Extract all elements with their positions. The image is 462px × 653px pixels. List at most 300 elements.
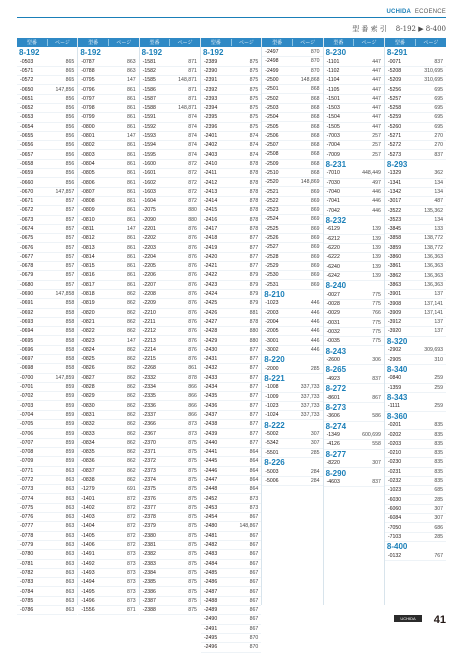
index-row bbox=[262, 113, 322, 122]
model-number: -1111 bbox=[387, 403, 400, 410]
model-number: -0690 bbox=[20, 291, 34, 298]
index-row bbox=[17, 541, 77, 550]
page-reference: 863 bbox=[126, 58, 136, 65]
model-number: -0788 bbox=[81, 67, 95, 74]
model-number: -2411 bbox=[203, 170, 217, 177]
page-reference: 866 bbox=[188, 384, 197, 391]
page-reference: 856 bbox=[65, 179, 75, 186]
index-row bbox=[324, 132, 384, 141]
model-number: -1404 bbox=[81, 523, 95, 530]
group-label: 8-192 bbox=[19, 48, 40, 58]
index-row bbox=[78, 457, 138, 466]
page-reference: 872 bbox=[188, 170, 197, 177]
index-row bbox=[78, 401, 138, 410]
index-row bbox=[262, 132, 322, 141]
index-row bbox=[140, 253, 200, 262]
group-label: 8-210 bbox=[264, 289, 285, 299]
model-number: -2428 bbox=[203, 328, 218, 335]
model-number: -6222 bbox=[326, 254, 340, 261]
index-row bbox=[78, 327, 138, 336]
model-number: -2203 bbox=[142, 244, 156, 251]
page-reference: 872 bbox=[126, 504, 136, 511]
page-reference: 874 bbox=[188, 142, 197, 149]
model-number: -1023 bbox=[387, 487, 402, 494]
index-row bbox=[262, 57, 322, 66]
index-row bbox=[201, 411, 261, 420]
page-reference: 447 bbox=[372, 67, 381, 74]
index-row bbox=[17, 123, 77, 132]
model-number: -0697 bbox=[20, 356, 34, 363]
model-number: -1501 bbox=[326, 95, 340, 102]
index-row bbox=[201, 327, 261, 336]
page-reference: 775 bbox=[372, 338, 381, 345]
model-number: -2211 bbox=[142, 318, 156, 325]
index-row bbox=[385, 58, 446, 67]
index-row bbox=[262, 393, 322, 402]
index-row bbox=[140, 327, 200, 336]
index-row bbox=[140, 160, 200, 169]
model-number: -2401 bbox=[203, 133, 218, 140]
model-number: -0031 bbox=[326, 319, 340, 326]
model-number: -2335 bbox=[142, 393, 156, 400]
model-number: -1585 bbox=[142, 77, 156, 84]
page-reference: 863 bbox=[65, 486, 75, 493]
index-row bbox=[78, 160, 138, 169]
model-number: -2393 bbox=[203, 95, 218, 102]
page-reference: 878 bbox=[249, 160, 259, 167]
page-reference: 874 bbox=[188, 133, 197, 140]
page-reference: 873 bbox=[126, 579, 136, 586]
page-reference: 856 bbox=[65, 170, 75, 177]
index-row bbox=[201, 290, 261, 299]
model-number: -0807 bbox=[81, 188, 95, 195]
index-row bbox=[17, 587, 77, 596]
index-row bbox=[78, 113, 138, 122]
model-number: -2000 bbox=[265, 365, 279, 372]
index-row bbox=[385, 244, 446, 253]
page-reference: 835 bbox=[434, 431, 444, 438]
index-row bbox=[140, 243, 200, 252]
page-reference: 876 bbox=[188, 346, 197, 353]
model-number: -2378 bbox=[142, 514, 156, 521]
index-row bbox=[140, 587, 200, 596]
page-reference: 873 bbox=[188, 430, 197, 437]
page-reference: 876 bbox=[188, 309, 197, 316]
group-label: 8-277 bbox=[325, 449, 347, 459]
page-reference: 871 bbox=[188, 58, 197, 65]
model-number: -2412 bbox=[203, 179, 218, 186]
group-label: 8-400 bbox=[386, 542, 408, 552]
index-row bbox=[78, 178, 138, 187]
group-label: 8-240 bbox=[325, 281, 347, 291]
index-row bbox=[324, 309, 384, 318]
model-number: -0809 bbox=[81, 207, 95, 214]
index-row bbox=[17, 476, 77, 485]
group-label: 8-360 bbox=[386, 411, 408, 421]
page-reference: 447 bbox=[372, 58, 381, 65]
index-row bbox=[140, 532, 200, 541]
model-number: -0832 bbox=[81, 421, 95, 428]
model-number: -3017 bbox=[387, 198, 402, 205]
index-row bbox=[78, 336, 138, 345]
model-number: -2212 bbox=[142, 328, 156, 335]
group-label: 8-340 bbox=[386, 364, 408, 374]
model-number: -6242 bbox=[326, 272, 340, 279]
page-reference: 863 bbox=[65, 495, 75, 502]
model-number: -0801 bbox=[81, 133, 95, 140]
page-reference: 147,859 bbox=[55, 374, 75, 381]
index-row bbox=[78, 188, 138, 197]
index-row bbox=[324, 206, 384, 215]
model-number: -2529 bbox=[265, 262, 279, 269]
header-rule bbox=[17, 17, 446, 18]
model-number: -5273 bbox=[387, 151, 402, 158]
model-number: -0815 bbox=[81, 263, 95, 270]
model-number: -1581 bbox=[142, 58, 156, 65]
page-reference: 586 bbox=[372, 413, 381, 420]
model-number: -1495 bbox=[81, 588, 95, 595]
model-number: -2453 bbox=[203, 504, 218, 511]
model-number: -0814 bbox=[81, 253, 95, 260]
page-reference: 862 bbox=[126, 374, 136, 381]
index-row bbox=[78, 281, 138, 290]
index-row bbox=[201, 643, 261, 652]
index-row bbox=[17, 281, 77, 290]
page-reference: 869 bbox=[310, 281, 320, 288]
index-row bbox=[78, 420, 138, 429]
page-reference: 875 bbox=[249, 58, 259, 65]
index-row bbox=[385, 132, 446, 141]
index-row bbox=[78, 95, 138, 104]
model-number: -0671 bbox=[20, 198, 34, 205]
model-number: -0798 bbox=[81, 105, 95, 112]
model-number: -0202 bbox=[387, 431, 402, 438]
index-row bbox=[201, 271, 261, 280]
model-number: -0695 bbox=[20, 337, 34, 344]
model-number: -0823 bbox=[81, 337, 95, 344]
index-row bbox=[140, 513, 200, 522]
page-reference: 869 bbox=[310, 225, 320, 232]
group-heading bbox=[385, 160, 446, 170]
page-reference: 869 bbox=[310, 188, 320, 195]
model-number: -2420 bbox=[203, 253, 218, 260]
page-reference: 148,868 bbox=[300, 77, 320, 84]
page-reference: 446 bbox=[372, 207, 381, 214]
model-number: -1591 bbox=[142, 114, 156, 121]
page-reference: 876 bbox=[188, 337, 197, 344]
index-row bbox=[201, 253, 261, 262]
index-row bbox=[78, 578, 138, 587]
page-reference: 863 bbox=[65, 477, 75, 483]
index-row bbox=[201, 420, 261, 429]
group-label: 8-265 bbox=[325, 365, 347, 375]
index-row bbox=[385, 197, 446, 206]
page-reference: 767 bbox=[434, 552, 444, 559]
page-reference: 875 bbox=[188, 486, 197, 493]
model-number: -0700 bbox=[20, 374, 34, 381]
model-number: -2438 bbox=[203, 421, 218, 428]
index-row bbox=[385, 468, 446, 477]
group-label: 8-192 bbox=[141, 48, 163, 58]
page-reference: 873 bbox=[126, 551, 136, 558]
model-number: -1101 bbox=[326, 58, 340, 65]
page-reference: 857 bbox=[65, 253, 75, 260]
index-row bbox=[140, 290, 200, 299]
index-row bbox=[78, 216, 138, 225]
model-number: -1341 bbox=[387, 179, 402, 186]
index-row bbox=[385, 95, 446, 104]
index-title-text: 型 番 索 引 bbox=[352, 25, 387, 33]
model-number: -2417 bbox=[203, 225, 218, 232]
page-reference: 837 bbox=[434, 58, 444, 65]
model-number: -2484 bbox=[203, 560, 218, 567]
model-number: -2388 bbox=[142, 607, 156, 614]
page-reference: 862 bbox=[126, 411, 136, 418]
page-reference: 878 bbox=[188, 374, 197, 381]
index-row bbox=[201, 104, 261, 113]
model-number: -0692 bbox=[20, 309, 34, 316]
model-number: -3901 bbox=[387, 291, 402, 298]
page-reference: 877 bbox=[249, 402, 259, 409]
page-reference: 871 bbox=[188, 67, 197, 74]
model-number: -0796 bbox=[81, 86, 95, 93]
page-reference: 872 bbox=[126, 514, 136, 521]
index-row bbox=[385, 355, 446, 364]
model-number: -2423 bbox=[203, 281, 218, 288]
page-reference: 864 bbox=[249, 486, 259, 493]
model-number: -2337 bbox=[142, 411, 156, 418]
index-row bbox=[324, 440, 384, 449]
header-model: 型番 bbox=[88, 40, 99, 46]
index-row bbox=[262, 94, 322, 103]
model-number: -2334 bbox=[142, 384, 156, 391]
model-number: -0821 bbox=[81, 318, 95, 325]
model-number: -7103 bbox=[387, 533, 402, 540]
index-row bbox=[201, 141, 261, 150]
model-number: -5501 bbox=[265, 449, 279, 456]
index-column bbox=[324, 38, 385, 605]
model-number: -0028 bbox=[326, 300, 340, 307]
page-reference: 497 bbox=[372, 179, 381, 186]
model-number: -0820 bbox=[81, 309, 95, 316]
page-reference: 857 bbox=[65, 198, 75, 205]
column-header bbox=[17, 38, 77, 47]
page-reference: 876 bbox=[188, 235, 197, 242]
page-reference: 863 bbox=[65, 579, 75, 586]
model-number: -0674 bbox=[20, 225, 34, 232]
page-reference: 869 bbox=[310, 216, 320, 223]
model-number: -2383 bbox=[142, 560, 156, 567]
model-number: -0230 bbox=[387, 459, 402, 466]
index-row bbox=[78, 76, 138, 85]
index-row bbox=[17, 318, 77, 327]
page-reference: 310 bbox=[434, 356, 444, 363]
page-reference: 875 bbox=[249, 123, 259, 130]
model-number: -2527 bbox=[265, 244, 279, 251]
index-row bbox=[262, 439, 322, 448]
page-reference: 858 bbox=[65, 356, 75, 363]
index-row bbox=[78, 494, 138, 503]
index-row bbox=[201, 541, 261, 550]
index-row bbox=[140, 392, 200, 401]
page-reference: 862 bbox=[126, 365, 136, 372]
page-reference: 874 bbox=[249, 133, 259, 140]
page-reference: 309,693 bbox=[424, 347, 444, 354]
index-row bbox=[17, 457, 77, 466]
column-header bbox=[201, 38, 261, 47]
index-row bbox=[262, 76, 322, 85]
index-row bbox=[201, 560, 261, 569]
index-row bbox=[324, 291, 384, 300]
model-number: -1603 bbox=[142, 188, 156, 195]
model-number: -7041 bbox=[326, 198, 340, 205]
index-row bbox=[140, 104, 200, 113]
page-reference: 695 bbox=[434, 105, 444, 112]
page-reference: 877 bbox=[249, 365, 259, 372]
page-reference: 446 bbox=[372, 189, 381, 195]
model-number: -0656 bbox=[20, 142, 34, 149]
index-row bbox=[324, 412, 384, 421]
index-row bbox=[385, 402, 446, 411]
page-reference: 868 bbox=[310, 170, 320, 176]
index-row bbox=[262, 271, 322, 280]
model-number: -3522 bbox=[387, 207, 402, 214]
page-reference: 136,363 bbox=[424, 263, 444, 270]
index-row bbox=[201, 578, 261, 587]
model-number: -2905 bbox=[387, 356, 402, 363]
model-number: -1588 bbox=[142, 105, 156, 112]
model-number: -1505 bbox=[326, 123, 340, 130]
model-number: -2432 bbox=[203, 365, 218, 372]
index-row bbox=[140, 197, 200, 206]
page-reference: 877 bbox=[249, 421, 259, 428]
index-row bbox=[262, 150, 322, 159]
model-number: -6084 bbox=[387, 515, 402, 522]
model-number: -5260 bbox=[387, 123, 402, 130]
model-number: -2204 bbox=[142, 253, 156, 260]
model-number: -1405 bbox=[81, 532, 95, 539]
group-heading bbox=[17, 48, 77, 58]
index-row bbox=[140, 467, 200, 476]
model-number: -7003 bbox=[326, 133, 340, 140]
group-label: 8-220 bbox=[264, 355, 285, 365]
model-number: -2394 bbox=[203, 105, 218, 112]
page-reference: 856 bbox=[65, 160, 75, 167]
index-row bbox=[324, 76, 384, 85]
index-row bbox=[78, 309, 138, 318]
index-row bbox=[17, 383, 77, 392]
model-number: -2380 bbox=[142, 532, 156, 539]
index-row bbox=[140, 318, 200, 327]
model-number: -2487 bbox=[203, 588, 218, 595]
index-row bbox=[385, 421, 446, 430]
index-row bbox=[201, 625, 261, 634]
page-reference: 864 bbox=[249, 467, 259, 474]
model-number: -0704 bbox=[20, 411, 34, 418]
model-number: -2421 bbox=[203, 263, 218, 270]
index-row bbox=[78, 299, 138, 308]
page-reference: 867 bbox=[249, 579, 259, 586]
page-reference: 879 bbox=[249, 281, 259, 288]
index-row bbox=[324, 85, 384, 94]
model-number: -0786 bbox=[20, 607, 34, 614]
model-number: -0231 bbox=[387, 468, 402, 475]
index-row bbox=[78, 429, 138, 438]
model-number: -1402 bbox=[81, 504, 95, 511]
page-reference: 872 bbox=[188, 188, 197, 195]
model-number: -0702 bbox=[20, 393, 34, 400]
page-reference: 877 bbox=[249, 439, 259, 446]
model-number: -0201 bbox=[387, 422, 402, 429]
index-row bbox=[201, 615, 261, 624]
model-number: -3001 bbox=[265, 337, 279, 344]
model-number: -2205 bbox=[142, 263, 156, 270]
page-reference: 862 bbox=[126, 477, 136, 483]
model-number: -0772 bbox=[20, 477, 34, 483]
model-number: -2499 bbox=[265, 67, 279, 74]
index-row bbox=[17, 290, 77, 299]
index-row bbox=[201, 243, 261, 252]
header-page: ページ bbox=[47, 39, 78, 46]
index-row bbox=[17, 206, 77, 215]
model-number: -2375 bbox=[142, 486, 156, 493]
model-number: -7030 bbox=[326, 179, 340, 186]
page-reference: 835 bbox=[434, 450, 444, 457]
model-number: -2496 bbox=[203, 644, 218, 651]
page-reference: 139 bbox=[372, 263, 381, 270]
page-reference: 870 bbox=[310, 58, 320, 65]
model-number: -2431 bbox=[203, 356, 218, 363]
index-row bbox=[78, 541, 138, 550]
page-reference: 876 bbox=[188, 253, 197, 260]
page-reference: 872 bbox=[188, 179, 197, 186]
page-reference: 873 bbox=[126, 588, 136, 595]
model-number: -2367 bbox=[142, 430, 156, 437]
page-reference: 307 bbox=[372, 460, 381, 467]
index-row bbox=[78, 67, 138, 76]
model-number: -2530 bbox=[265, 272, 279, 279]
model-number: -0658 bbox=[20, 160, 34, 167]
page-reference: 362 bbox=[434, 170, 444, 177]
model-number: -0672 bbox=[20, 207, 34, 214]
model-number: -3523 bbox=[387, 216, 402, 223]
index-row bbox=[140, 597, 200, 606]
index-row bbox=[17, 95, 77, 104]
page-reference: 857 bbox=[65, 244, 75, 251]
group-label: 8-320 bbox=[386, 336, 408, 346]
page-reference: 134 bbox=[434, 179, 444, 186]
group-heading bbox=[78, 48, 138, 58]
group-heading bbox=[324, 403, 384, 413]
page-reference: 862 bbox=[126, 309, 136, 316]
index-row bbox=[17, 401, 77, 410]
index-row bbox=[140, 178, 200, 187]
index-row bbox=[385, 477, 446, 486]
index-row bbox=[140, 141, 200, 150]
index-row bbox=[140, 271, 200, 280]
index-row bbox=[78, 467, 138, 476]
index-row bbox=[324, 95, 384, 104]
model-number: -0837 bbox=[81, 467, 95, 474]
model-number: -2507 bbox=[265, 142, 279, 149]
page-reference: 858 bbox=[65, 337, 75, 344]
index-row bbox=[140, 206, 200, 215]
page-reference: 872 bbox=[126, 542, 136, 549]
index-row bbox=[201, 606, 261, 615]
page-reference: 857 bbox=[65, 272, 75, 279]
index-row bbox=[17, 150, 77, 159]
page-reference: 875 bbox=[188, 588, 197, 595]
